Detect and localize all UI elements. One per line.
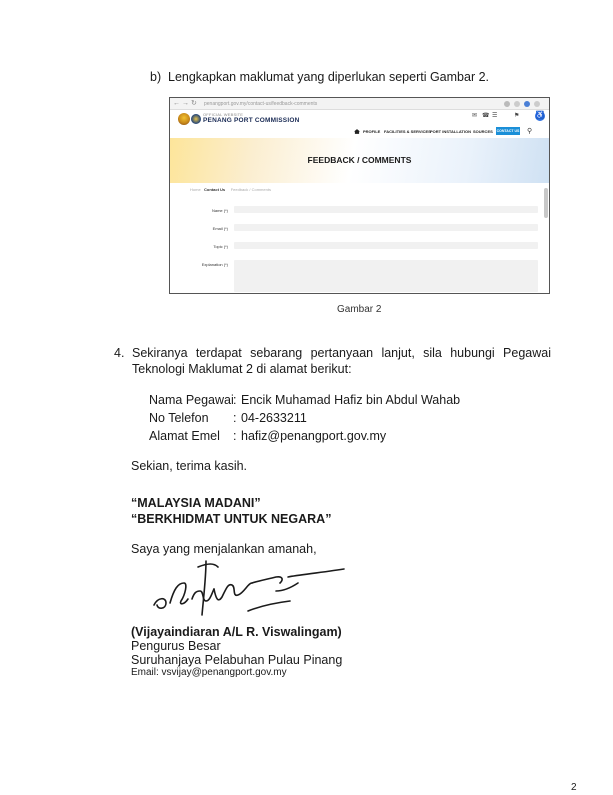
contact-row: No Telefon : 04-2633211	[149, 411, 307, 425]
contact-value: hafiz@penangport.gov.my	[241, 429, 387, 443]
breadcrumb-current: Contact Us	[204, 187, 226, 192]
contact-details	[149, 392, 460, 446]
breadcrumb-home: Home	[190, 187, 201, 192]
forward-icon: →	[182, 100, 189, 107]
contact-key: Nama Pegawai	[149, 393, 234, 407]
menu-facilities: FACILITIES & SERVICES	[384, 129, 431, 134]
signer-title: Pengurus Besar	[131, 639, 221, 653]
contact-value: 04-2633211	[241, 411, 307, 425]
item-4	[114, 345, 551, 377]
commission-logo-icon	[191, 114, 201, 124]
contact-row: Nama Pegawai: Encik Muhamad Hafiz bin Abdul Wahab	[149, 393, 461, 407]
state-crest-icon	[178, 113, 190, 125]
scrollbar	[544, 188, 548, 218]
reload-icon: ↻	[191, 100, 197, 107]
handwritten-signature	[148, 553, 348, 623]
language-flag-icon: ⚑	[514, 113, 520, 119]
back-icon: ←	[173, 100, 180, 107]
figure-caption: Gambar 2	[337, 304, 382, 315]
explanation-field	[234, 260, 538, 292]
contact-row: Alamat Emel : hafiz@penangport.gov.my	[149, 429, 387, 443]
browser-menu-icon	[534, 101, 540, 107]
topic-field	[234, 242, 538, 249]
accessibility-icon: ♿	[535, 112, 545, 119]
slogan-berkhidmat: “BERKHIDMAT UNTUK NEGARA”	[131, 512, 332, 526]
item-4-text: Sekiranya terdapat sebarang pertanyaan lanjut, sila hubungi Pegawai Teknologi Maklumat 2 di alamat berikut:	[132, 346, 551, 376]
menu-sources: SOURCES	[473, 129, 493, 134]
banner-title: FEEDBACK / COMMENTS	[307, 155, 412, 165]
page-number: 2	[571, 782, 577, 793]
site-brand: PENANG PORT COMMISSION	[203, 117, 300, 124]
sitemap-icon: ☰	[492, 113, 498, 119]
email-field	[234, 224, 538, 231]
valediction: Saya yang menjalankan amanah,	[131, 542, 317, 556]
chat-icon: ✉	[472, 113, 478, 119]
profile-icon	[524, 101, 530, 107]
menu-profile: PROFILE	[363, 129, 381, 134]
closing-line: Sekian, terima kasih.	[131, 459, 248, 473]
field-label-email: Email (*)	[212, 226, 228, 231]
signer-email: Email: vsvijay@penangport.gov.my	[131, 667, 287, 678]
figure-screenshot	[169, 97, 550, 294]
step-b-marker: b)	[150, 70, 162, 84]
name-field	[234, 206, 538, 213]
field-label-topic: Topic (*)	[213, 244, 228, 249]
address-bar: penangport.gov.my/contact-us/feedback-comments	[204, 101, 318, 107]
contact-key: Alamat Emel	[149, 429, 220, 443]
field-label-name: Name (*)	[211, 208, 228, 213]
breadcrumb-rest: Feedback / Comments	[230, 187, 271, 192]
slogan-malaysia-madani: “MALAYSIA MADANI”	[131, 496, 261, 510]
menu-port-installation: PORT INSTALLATION	[430, 129, 471, 134]
official-website-label: OFFICIAL WEBSITE	[203, 112, 244, 117]
step-b	[150, 69, 550, 85]
item-4-number: 4.	[114, 346, 125, 360]
signer-organization: Suruhanjaya Pelabuhan Pulau Pinang	[131, 653, 343, 667]
signer-name: (Vijayaindiaran A/L R. Viswalingam)	[131, 625, 342, 639]
bookmark-icon	[504, 101, 510, 107]
field-label-explanation: Explanation (*)	[201, 262, 228, 267]
breadcrumb	[190, 187, 271, 192]
home-icon	[354, 129, 360, 134]
extensions-icon	[514, 101, 520, 107]
contact-us-button: CONTACT US	[496, 129, 520, 133]
browser-chrome	[170, 98, 549, 110]
step-b-text: Lengkapkan maklumat yang diperlukan seperti Gambar 2.	[168, 70, 490, 84]
contact-value: Encik Muhamad Hafiz bin Abdul Wahab	[241, 393, 461, 407]
search-icon: ⚲	[527, 128, 533, 135]
phone-icon: ☎	[482, 113, 490, 119]
contact-key: No Telefon	[149, 411, 209, 425]
